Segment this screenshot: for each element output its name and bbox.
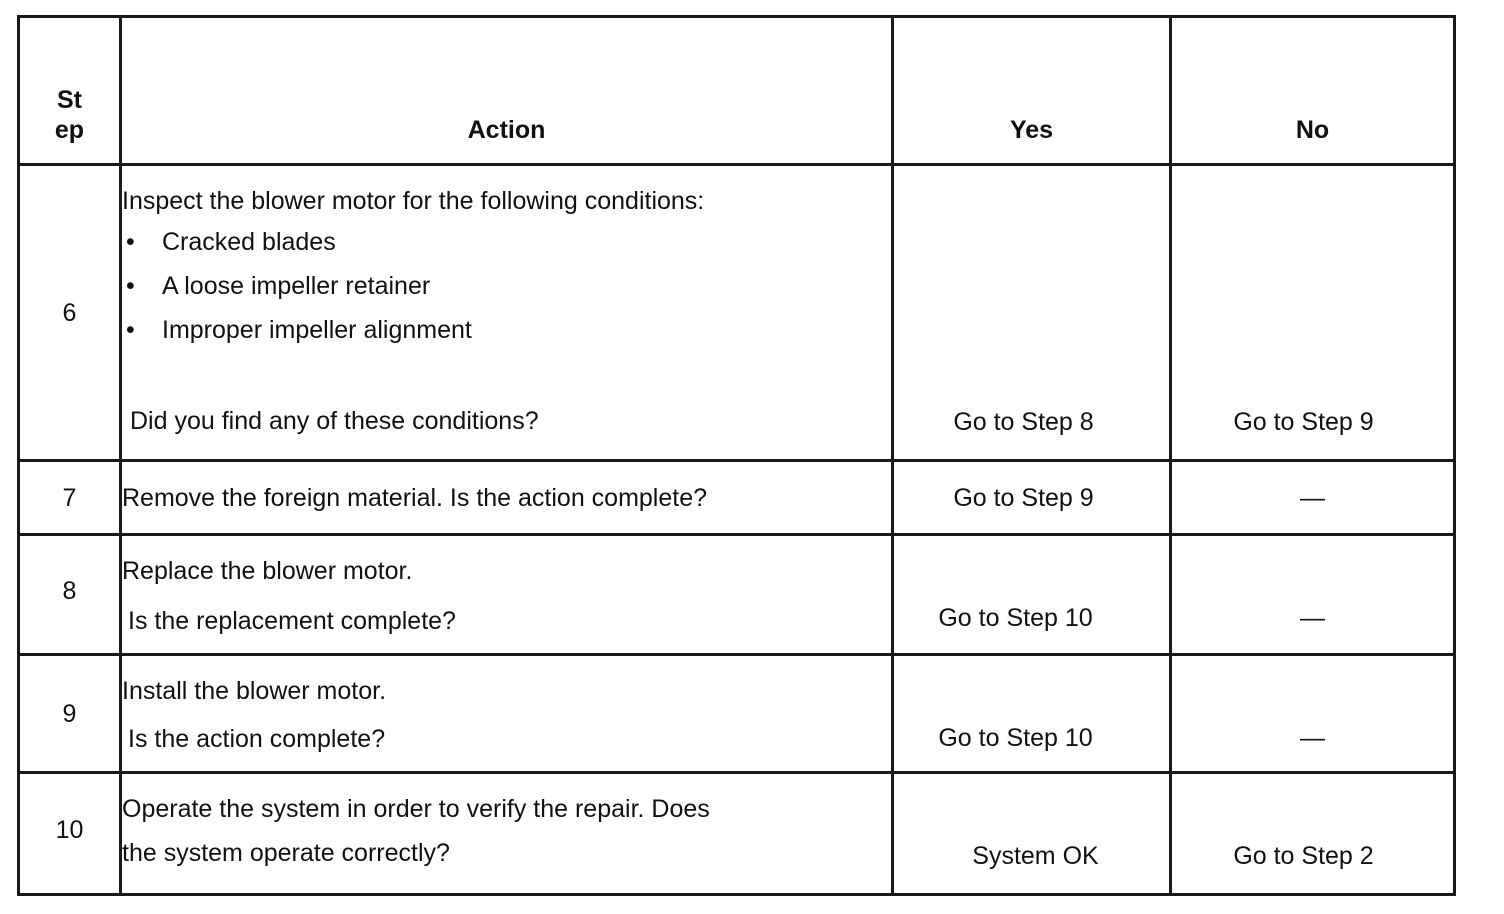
no-result: — bbox=[1171, 535, 1455, 655]
condition-list bbox=[122, 220, 891, 352]
yes-result: System OK bbox=[893, 773, 1171, 895]
no-result: — bbox=[1171, 461, 1455, 535]
no-result: — bbox=[1171, 655, 1455, 773]
list-item-text: A loose impeller retainer bbox=[162, 272, 431, 300]
header-row bbox=[19, 17, 1455, 165]
list-item-text: Cracked blades bbox=[162, 228, 336, 256]
action-intro: Inspect the blower motor for the following conditions: bbox=[122, 187, 705, 215]
step-number: 8 bbox=[19, 535, 121, 655]
step-number: 6 bbox=[19, 165, 121, 461]
action-cell bbox=[121, 535, 893, 655]
step-header-line2: ep bbox=[54, 116, 85, 144]
action-line-2: Is the replacement complete? bbox=[128, 607, 456, 635]
action-line-1: Install the blower motor. bbox=[122, 677, 387, 705]
no-result: Go to Step 2 bbox=[1171, 773, 1455, 895]
action-cell bbox=[121, 773, 893, 895]
action-cell bbox=[121, 165, 893, 461]
bullet-icon: • bbox=[126, 272, 135, 300]
yes-result: Go to Step 10 bbox=[893, 655, 1171, 773]
action-question: Did you find any of these conditions? bbox=[130, 407, 539, 435]
step-header-line1: St bbox=[57, 86, 82, 114]
no-result: Go to Step 9 bbox=[1171, 165, 1455, 461]
list-item bbox=[122, 220, 891, 264]
step-column-header bbox=[19, 17, 121, 165]
action-line-1: Replace the blower motor. bbox=[122, 557, 413, 585]
table-row bbox=[19, 461, 1455, 535]
action-text: Remove the foreign material. Is the action complete? bbox=[121, 461, 893, 535]
diagnostic-table bbox=[17, 15, 1456, 896]
list-item bbox=[122, 264, 891, 308]
list-item bbox=[122, 308, 891, 352]
yes-result: Go to Step 10 bbox=[893, 535, 1171, 655]
action-line-2: the system operate correctly? bbox=[122, 839, 450, 867]
bullet-icon: • bbox=[126, 316, 135, 344]
action-cell bbox=[121, 655, 893, 773]
list-item-text: Improper impeller alignment bbox=[162, 316, 472, 344]
step-number: 9 bbox=[19, 655, 121, 773]
table-row bbox=[19, 535, 1455, 655]
no-column-header: No bbox=[1171, 17, 1455, 165]
step-number: 10 bbox=[19, 773, 121, 895]
yes-result: Go to Step 9 bbox=[893, 461, 1171, 535]
table-row bbox=[19, 655, 1455, 773]
yes-result: Go to Step 8 bbox=[893, 165, 1171, 461]
table-row bbox=[19, 773, 1455, 895]
table-row bbox=[19, 165, 1455, 461]
action-line-1: Operate the system in order to verify the repair. Does bbox=[122, 795, 710, 823]
action-column-header: Action bbox=[121, 17, 893, 165]
bullet-icon: • bbox=[126, 228, 135, 256]
action-line-2: Is the action complete? bbox=[128, 725, 386, 753]
yes-column-header: Yes bbox=[893, 17, 1171, 165]
step-number: 7 bbox=[19, 461, 121, 535]
